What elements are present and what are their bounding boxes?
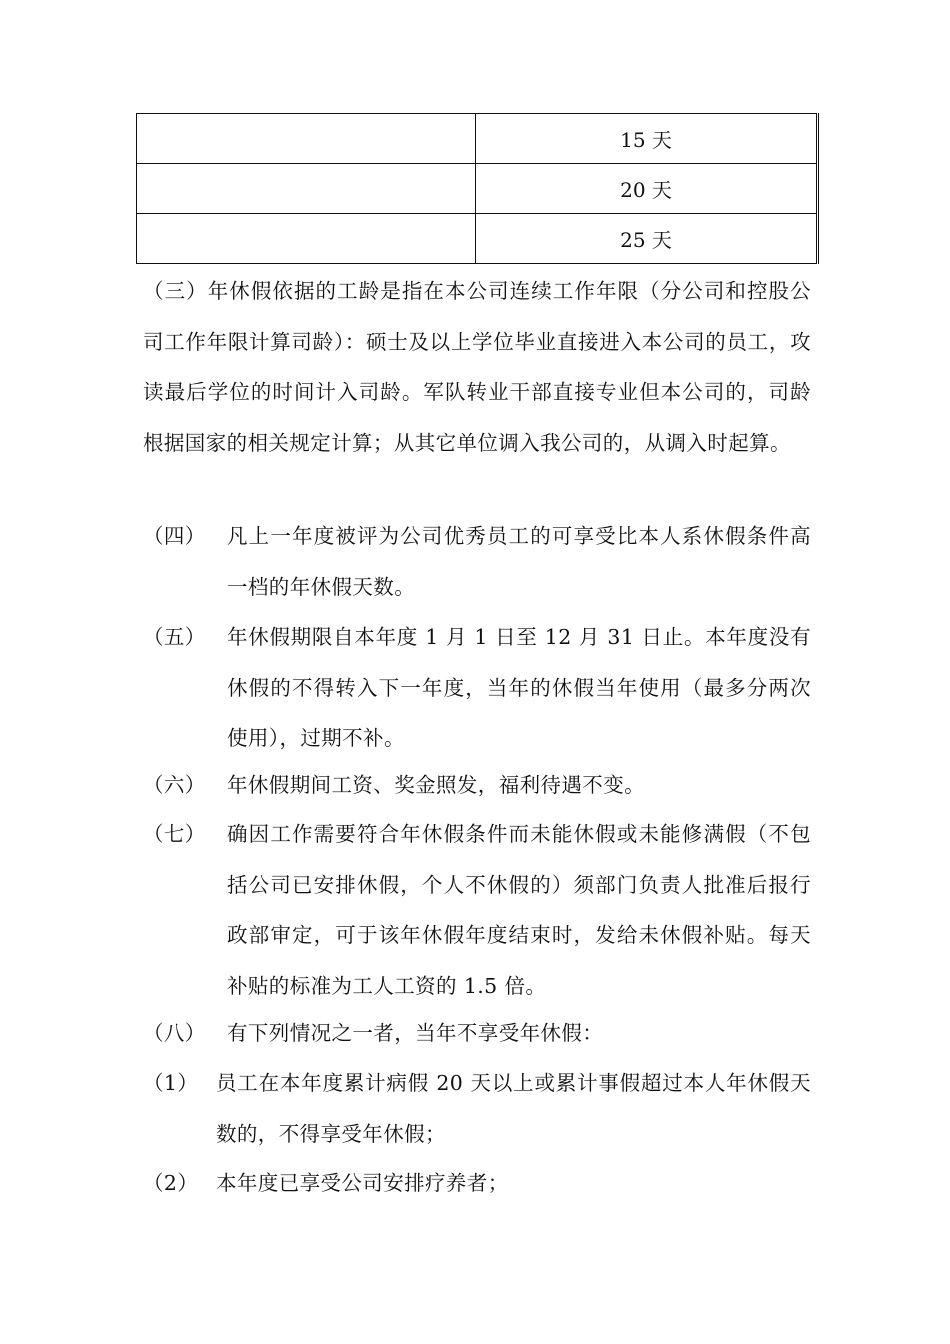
list-item-8 [143,1008,811,1059]
list-item-6 [143,760,811,811]
sub-item-1 [143,1058,811,1159]
item-marker: （1） [143,1071,199,1095]
table-cell-seniority [137,114,476,164]
item-text: 凡上一年度被评为公司优秀员工的可享受比本人系休假条件高一档的年休假天数。 [227,524,811,599]
item-marker: （2） [143,1171,199,1195]
item-text: 年休假期间工资、奖金照发，福利待遇不变。 [227,773,645,797]
table-cell-seniority [137,164,476,214]
list-item-5 [143,612,811,764]
item-text: 有下列情况之一者，当年不享受年休假： [227,1021,604,1045]
table-cell-days: 15 天 [476,114,818,164]
table-row [137,114,818,164]
table-cell-seniority [137,214,476,264]
table-row [137,164,818,214]
item-marker: （六） [143,773,206,797]
sub-item-2 [143,1158,811,1209]
section-3-paragraph: （三）年休假依据的工龄是指在本公司连续工作年限（分公司和控股公司工作年限计算司龄）：硕士及以上学位毕业直接进入本公司的员工，攻读最后学位的时间计入司龄。军队转业干部直接专业但本公司的，司龄根据国家的相关规定计算；从其它单位调入我公司的，从调入时起算。 [143,279,811,455]
item-text: 员工在本年度累计病假 20 天以上或累计事假超过本人年休假天数的，不得享受年休假； [216,1071,811,1146]
list-item-4 [143,511,811,612]
item-marker: （八） [143,1021,206,1045]
table-cell-days: 20 天 [476,164,818,214]
item-marker: （四） [143,524,206,548]
table-cell-days: 25 天 [476,214,818,264]
annual-leave-table [136,113,819,264]
item-text: 年休假期限自本年度 1 月 1 日至 12 月 31 日止。本年度没有休假的不得转入下一年度，当年的休假当年使用（最多分两次使用），过期不补。 [227,625,811,751]
list-item-7 [143,809,811,1011]
table-row [137,214,818,264]
item-marker: （五） [143,625,206,649]
item-marker: （七） [143,822,206,846]
item-text: 确因工作需要符合年休假条件而未能休假或未能修满假（不包括公司已安排休假，个人不休假的）须部门负责人批准后报行政部审定，可于该年休假年度结束时，发给未休假补贴。每天补贴的标准为工人工资的 1.5 倍。 [227,822,811,998]
item-text: 本年度已享受公司安排疗养者； [216,1171,509,1195]
